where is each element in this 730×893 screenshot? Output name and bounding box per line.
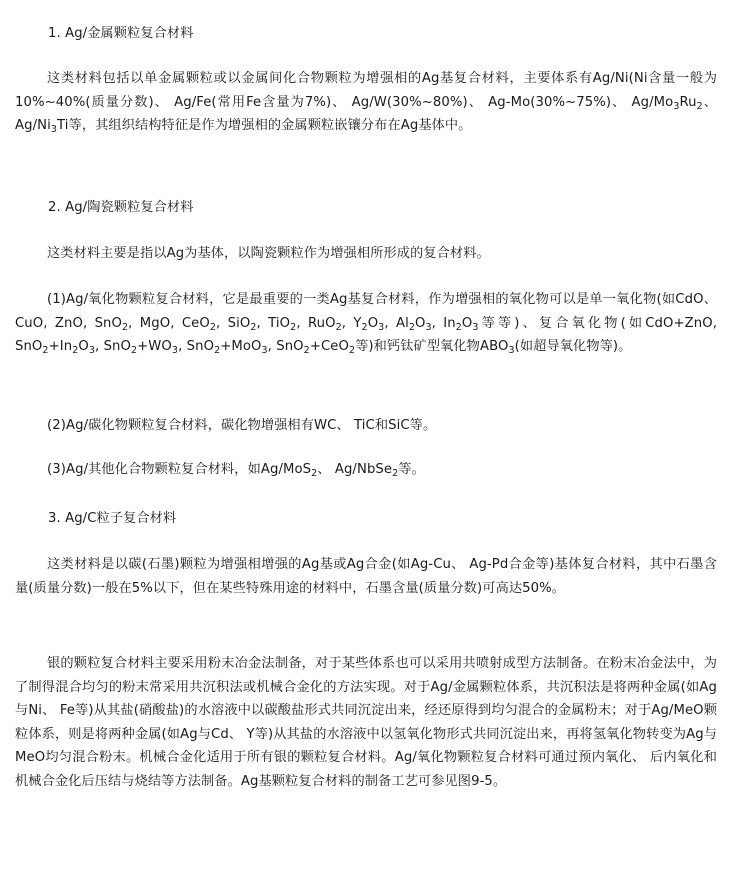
paragraph-oxide-particle: (1)Ag/氧化物颗粒复合材料，它是最重要的一类Ag基复合材料，作为增强相的氧化物可以是单一氧化物(如CdO、 CuO, ZnO, SnO$_2$, MgO, CeO$_2$, SiO$_2$, TiO$_2$, RuO$_2$, $Y_2O_3$, $Al_2O_3$, $In_2O_3$等等)、复合氧化物(如CdO+ZnO, $SnO_2+In_2O_3$, $SnO_2+WO_3$, SnO$_2$+MoO$_3$, SnO$_2$+CeO$_2$等)和钙钛矿型氧化物$ABO_3$(如超导氧化物等)。 (15, 292, 717, 356)
paragraph-ceramic-intro: 这类材料主要是指以Ag为基体，以陶瓷颗粒作为增强相所形成的复合材料。 (47, 246, 490, 261)
paragraph-carbon-particle: 这类材料是以碳(石墨)颗粒为增强相增强的Ag基或Ag合金(如Ag-Cu、 Ag-Pd合金等)基体复合材料，其中石墨含量(质量分数)一般在5%以下，但在某些特殊用途的材料中，石墨含量(质量分数)可高达50%。 (15, 557, 717, 596)
heading-metal-particle: 1. Ag/金属颗粒复合材料 (48, 26, 194, 41)
paragraph-other-compound: (3)Ag/其他化合物颗粒复合材料，如Ag/MoS$_2$、 Ag/NbSe$_2$等。 (47, 462, 425, 479)
paragraph-metal-particle: 这类材料包括以单金属颗粒或以金属间化合物颗粒为增强相的Ag基复合材料，主要体系有Ag/Ni(Ni含量一般为10%~40%(质量分数)、 Ag/Fe(常用Fe含量为7%)、 Ag/W(30%~80%)、 Ag-Mo(30%~75%)、 $Ag/Mo_3Ru_2$、 $Ag/Ni_3Ti$等，其组织结构特征是作为增强相的金属颗粒嵌镶分布在Ag基体中。 (15, 71, 717, 135)
paragraph-carbide-particle: (2)Ag/碳化物颗粒复合材料，碳化物增强相有WC、 TiC和SiC等。 (47, 418, 437, 433)
paragraph-preparation: 银的颗粒复合材料主要采用粉末冶金法制备，对于某些体系也可以采用共喷射成型方法制备。在粉末冶金法中，为了制得混合均匀的粉末常采用共沉积法或机械合金化的方法实现。对于Ag/金属颗粒体系，共沉积法是将两种金属(如Ag与Ni、 Fe等)从其盐(硝酸盐)的水溶液中以碳酸盐形式共同沉淀出来，经还原得到均匀混合的金属粉末；对于Ag/MeO颗粒体系，则是将两种金属(如Ag与Cd、 Y等)从其盐的水溶液中以氢氧化物形式共同沉淀出来，再将氢氧化物转变为Ag与MeO均匀混合粉末。机械合金化适用于所有银的颗粒复合材料。Ag/氧化物颗粒复合材料可通过预内氧化、 后内氧化和机械合金化后压结与烧结等方法制备。Ag基颗粒复合材料的制备工艺可参见图9-5。 (15, 656, 717, 789)
heading-ceramic-particle: 2. Ag/陶瓷颗粒复合材料 (48, 200, 194, 215)
heading-carbon-particle: 3. Ag/C粒子复合材料 (48, 511, 177, 526)
